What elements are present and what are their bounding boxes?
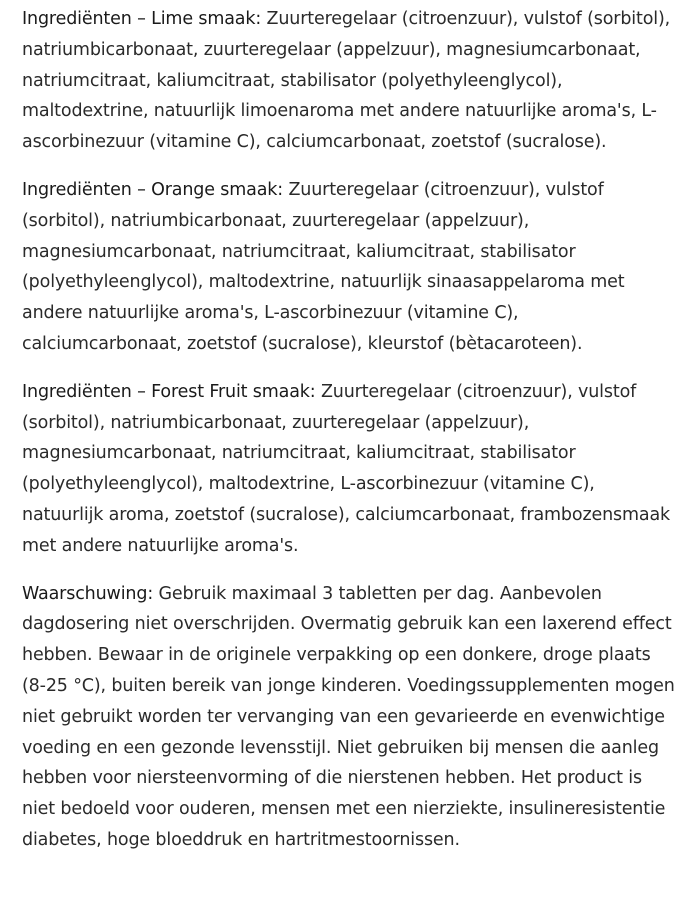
warning-text: Gebruik maximaal 3 tabletten per dag. Aanbevolen dagdosering niet overschrijden. Overmatig gebruik kan een laxerend effect hebben. Bewaar in de originele verpakking op een donkere, droge plaats (8-25 °C), buiten bereik van jonge kinderen. Voedingssupplementen mogen niet gebruikt worden ter vervanging van een gevarieerde en evenwichtige voeding en een gezonde levensstijl. Niet gebruiken bij mensen die aanleg hebben voor niersteenvorming of die nierstenen hebben. Het product is niet bedoeld voor ouderen, mensen met een nierziekte, insulineresistentie diabetes, hoge bloeddruk en hartritmestoornissen. <box>22 583 675 850</box>
ingredients-orange-paragraph <box>22 175 678 360</box>
ingredients-forest-fruit-text: Zuurteregelaar (citroenzuur), vulstof (sorbitol), natriumbicarbonaat, zuurteregelaar (appelzuur), magnesiumcarbonaat, natriumcitraat, kaliumcitraat, stabilisator (polyethyleenglycol), maltodextrine, L-ascorbinezuur (vitamine C), natuurlijk aroma, zoetstof (sucralose), calciumcarbonaat, frambozensmaak met andere natuurlijke aroma's. <box>22 381 671 556</box>
ingredients-orange-text: Zuurteregelaar (citroenzuur), vulstof (sorbitol), natriumbicarbonaat, zuurteregelaar (appelzuur), magnesiumcarbonaat, natriumcitraat, kaliumcitraat, stabilisator (polyethyleenglycol), maltodextrine, natuurlijk sinaasappelaroma met andere natuurlijke aroma's, L-ascorbinezuur (vitamine C), calciumcarbonaat, zoetstof (sucralose), kleurstof (bètacaroteen). <box>22 179 625 354</box>
ingredients-lime-label: Ingrediënten – Lime smaak: <box>22 9 262 29</box>
ingredients-lime-paragraph <box>22 4 678 158</box>
warning-label: Waarschuwing: <box>22 583 154 604</box>
warning-paragraph <box>22 579 678 856</box>
ingredients-lime-text: Zuurteregelaar (citroenzuur), vulstof (sorbitol), natriumbicarbonaat, zuurteregelaar (appelzuur), magnesiumcarbonaat, natriumcitraat, kaliumcitraat, stabilisator (polyethyleenglycol), maltodextrine, natuurlijk limoenaroma met andere natuurlijke aroma's, L-ascorbinezuur (vitamine C), calciumcarbonaat, zoetstof (sucralose). <box>22 9 671 153</box>
ingredients-orange-label: Ingrediënten – Orange smaak: <box>22 179 284 200</box>
ingredients-forest-fruit-paragraph <box>22 377 678 562</box>
ingredients-forest-fruit-label: Ingrediënten – Forest Fruit smaak: <box>22 381 316 402</box>
